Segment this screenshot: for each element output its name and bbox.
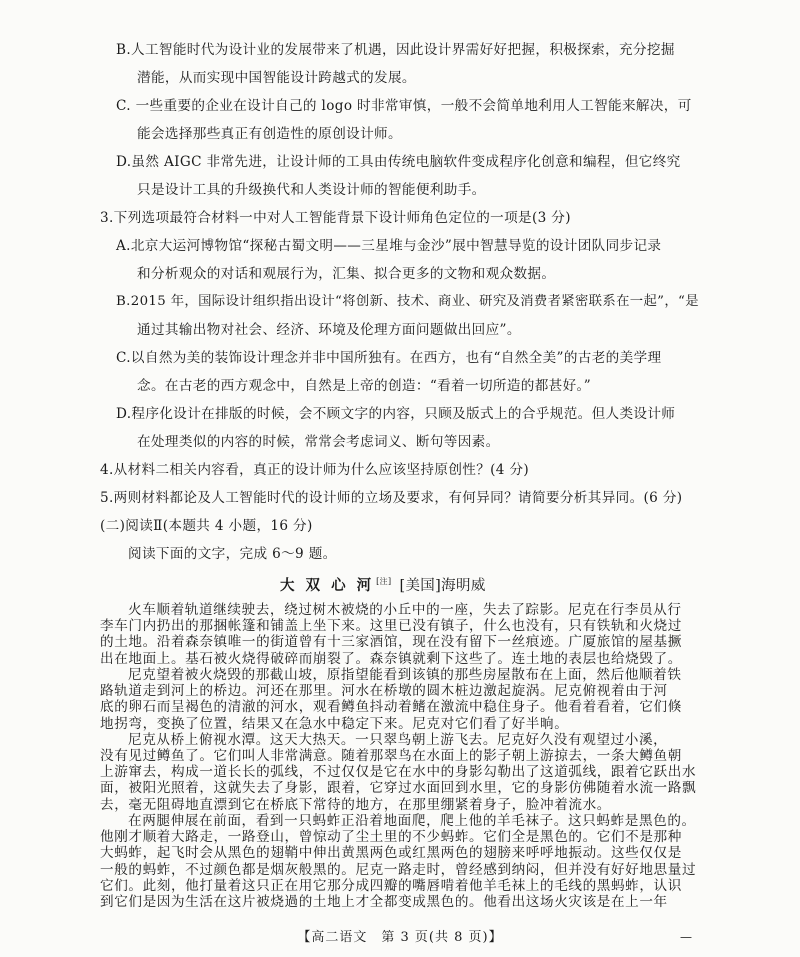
q3-option-c-line1: C.以自然为美的装饰设计理念并非中国所独有。在西方，也有“自然全美”的古老的美学理 (116, 350, 662, 366)
story-line: 的土地。沿着森奈镇唯一的街道曾有十三家酒馆，现在没有留下一丝痕迹。广厦旅馆的屋基撅 (100, 634, 682, 650)
q3-option-d-line1: D.程序化设计在排版的时候，会不顾文字的内容，只顾及版式上的合乎规范。但人类设计师 (116, 406, 676, 422)
q4-text: 4.从材料二相关内容看，真正的设计师为什么应该坚持原创性？(4 分) (100, 462, 530, 478)
story-line: 一般的蚂蚱，不过颜色都是烟灰般黑的。尼克一路走时，曾经感到纳闷，但并没有好好地思量过 (100, 862, 697, 878)
story-line: 出在地面上。基石被火烧得破碎而崩裂了。森奈镇就剩下这些了。连土地的表层也给烧毁了。 (100, 651, 682, 667)
q3-stem: 3.下列选项最符合材料一中对人工智能背景下设计师角色定位的一项是(3 分) (100, 210, 571, 226)
story-line: 面，被阳光照着，这就失去了身影，跟着，它穿过水面回到水里，它的身影仿佛随着水流一路飘 (100, 780, 697, 796)
story-line: 大蚂蚱，起飞时会从黑色的翅鞘中伸出黄黑两色或红黑两色的翅膀来呼呼地振动。这些仅仅是 (100, 845, 682, 861)
story-title: 大 双 心 河 (280, 576, 375, 594)
story-line: 火车顺着轨道继续驶去，绕过树木被烧的小丘中的一座，失去了踪影。尼克在行李员从行 (128, 602, 682, 618)
story-line: 底的卵石而呈褐色的清澈的河水，观看鳟鱼抖动着鳍在激流中稳住身子。他看着看着，它们倏 (100, 699, 682, 715)
story-line: 它们。此刻，他打量着这只正在用它那分成四瓣的嘴唇啃着他羊毛袜上的毛线的黑蚂蚱，认识 (100, 878, 682, 894)
page-footer: 【高二语文 第 3 页(共 8 页)】 (297, 930, 503, 945)
q3-option-a-line2: 和分析观众的对话和观展行为，汇集、拟合更多的文物和观众数据。 (137, 266, 556, 282)
q2-option-b-line1: B.人工智能时代为设计业的发展带来了机遇，因此设计界需好好把握，积极探索，充分挖掘 (116, 42, 675, 58)
story-line: 路轨道走到河上的桥边。河还在那里。河水在桥墩的圆木桩边激起旋涡。尼克俯视着由于河 (100, 683, 668, 699)
story-author: [美国]海明威 (399, 577, 486, 594)
story-line: 在两腿伸展在前面，看到一只蚂蚱正沿着地面爬，爬上他的羊毛袜子。这只蚂蚱是黑色的。 (128, 813, 696, 829)
section-heading: (二)阅读Ⅱ(本题共 4 小题，16 分) (100, 518, 313, 534)
q5-text: 5.两则材料都论及人工智能时代的设计师的立场及要求，有何异同？请简要分析其异同。(6 分) (100, 490, 683, 506)
story-line: 尼克从桥上俯视水潭。这天大热天。一只翠鸟朝上游飞去。尼克好久没有观望过小溪， (128, 732, 668, 748)
story-line: 尼克望着被火烧毁的那截山坡，原指望能看到该镇的那些房屋散布在上面，然后他顺着铁 (128, 667, 682, 683)
q2-option-c-line1: C. 一些重要的企业在设计自己的 logo 时非常审慎，一般不会简单地利用人工智能来解决，可 (116, 98, 692, 114)
story-line: 地拐弯，变换了位置，结果又在急水中稳定下来。尼克对它们看了好半晌。 (100, 716, 569, 732)
story-line: 上游窜去，构成一道长长的弧线，不过仅仅是它在水中的身影勾勒出了这道弧线，跟着它跃出水 (100, 764, 697, 780)
reading-instruction: 阅读下面的文字，完成 6～9 题。 (128, 546, 337, 562)
story-title-line (280, 573, 486, 595)
q2-option-b-line2: 潜能，从而实现中国智能设计跨越式的发展。 (137, 70, 416, 86)
q3-option-d-line2: 在处理类似的内容的时候，常常会考虑词义、断句等因素。 (137, 434, 500, 450)
story-line: 李车门内扔出的那捆帐篷和铺盖上坐下来。这里已没有镇子，什么也没有，只有铁轨和火烧过 (100, 618, 682, 634)
q3-option-a-line1: A.北京大运河博物馆“探秘古蜀文明——三星堆与金沙”展中智慧导览的设计团队同步记录 (116, 238, 662, 254)
story-line: 没有见过鳟鱼了。它们叫人非常满意。随着那翠鸟在水面上的影子朝上游掠去，一条大鳟鱼朝 (100, 748, 682, 764)
q2-option-d-line2: 只是设计工具的升级换代和人类设计师的智能便利助手。 (137, 182, 486, 198)
q2-option-c-line2: 能会选择那些真正有创造性的原创设计师。 (137, 126, 402, 142)
story-line: 到它们是因为生活在这片被烧過的土地上才全都变成黑色的。他看出这场火灾该是在上一年 (100, 894, 668, 910)
q3-option-b-line1: B.2015 年，国际设计组织指出设计“将创新、技术、商业、研究及消费者紧密联系在一起”，“是 (116, 294, 699, 309)
q3-option-b-line2: 通过其输出物对社会、经济、环境及伦理方面问题做出回应”。 (137, 322, 521, 338)
story-line: 他刚才顺着大路走，一路登山，曾惊动了尘土里的不少蚂蚱。它们全是黑色的。它们不是那种 (100, 829, 682, 845)
corner-mark: — (680, 930, 692, 944)
q2-option-d-line1: D.虽然 AIGC 非常先进，让设计师的工具由传统电脑软件变成程序化创意和编程，但它终究 (116, 154, 681, 170)
story-title-note: [注] (376, 577, 392, 586)
story-line: 去，毫无阻碍地直漂到它在桥底下常待的地方，在那里绷紧着身子，脸冲着流水。 (100, 797, 611, 813)
q3-option-c-line2: 念。在古老的西方观念中，自然是上帝的创造：“看着一切所造的都甚好。” (137, 378, 591, 394)
